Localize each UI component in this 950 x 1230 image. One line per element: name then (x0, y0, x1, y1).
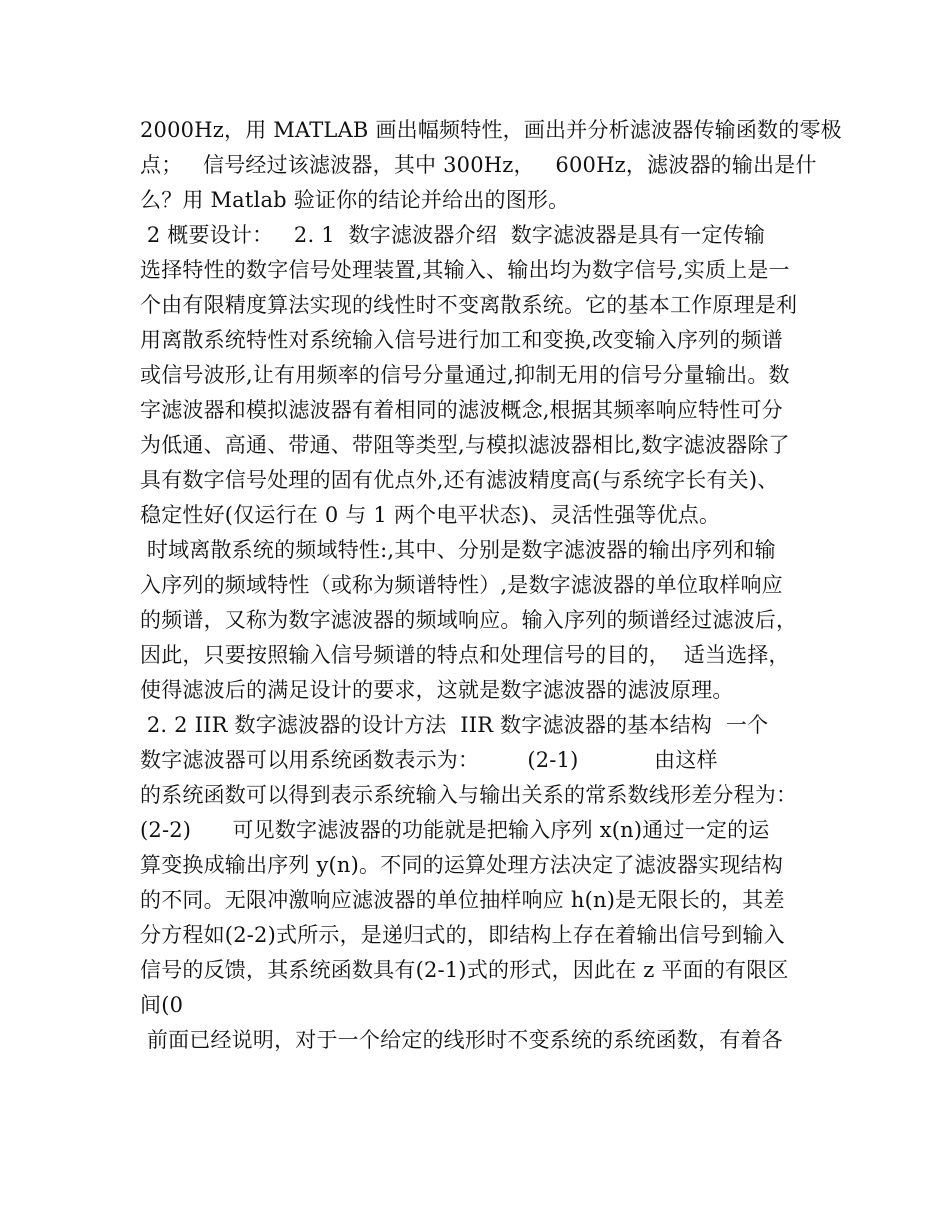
text-line: 2 概要设计： 2. 1 数字滤波器介绍 数字滤波器是具有一定传输 (140, 223, 766, 247)
text-line: 数字滤波器可以用系统函数表示为： (2-1) 由这样 (140, 748, 718, 772)
text-line: 的系统函数可以得到表示系统输入与输出关系的常系数线形差分程为： (140, 783, 798, 807)
text-line: 算变换成输出序列 y(n)。不同的运算处理方法决定了滤波器实现结构 (140, 853, 784, 877)
text-line: 分方程如(2-2)式所示，是递归式的，即结构上存在着输出信号到输入 (140, 923, 785, 947)
text-line: 稳定性好(仅运行在 0 与 1 两个电平状态)、灵活性强等优点。 (140, 503, 721, 527)
text-line: 2000Hz，用 MATLAB 画出幅频特性，画出并分析滤波器传输函数的零极 (140, 118, 842, 142)
text-line: 时域离散系统的频域特性:,其中、分别是数字滤波器的输出序列和输 (140, 538, 776, 562)
text-line: 具有数字信号处理的固有优点外,还有滤波精度高(与系统字长有关)、 (140, 468, 779, 492)
text-line: 因此，只要按照输入信号频谱的特点和处理信号的目的， 适当选择， (140, 643, 790, 667)
text-line: 信号的反馈，其系统函数具有(2-1)式的形式，因此在 z 平面的有限区 (140, 958, 789, 982)
text-line: 个由有限精度算法实现的线性时不变离散系统。它的基本工作原理是利 (140, 293, 798, 317)
text-line: 字滤波器和模拟滤波器有着相同的滤波概念,根据其频率响应特性可分 (140, 398, 783, 422)
text-line: 的频谱，又称为数字滤波器的频域响应。输入序列的频谱经过滤波后， (140, 608, 798, 632)
text-line: (2-2) 可见数字滤波器的功能就是把输入序列 x(n)通过一定的运 (140, 818, 770, 842)
text-line: 选择特性的数字信号处理装置,其输入、输出均为数字信号,实质上是一 (140, 258, 790, 282)
text-line: 入序列的频域特性（或称为频谱特性）,是数字滤波器的单位取样响应 (140, 573, 783, 597)
text-line: 2. 2 IIR 数字滤波器的设计方法 IIR 数字滤波器的基本结构 一个 (140, 713, 769, 737)
text-line: 前面已经说明，对于一个给定的线形时不变系统的系统函数，有着各 (140, 1028, 783, 1052)
text-line: 用离散系统特性对系统输入信号进行加工和变换,改变输入序列的频谱 (140, 328, 783, 352)
text-line: 为低通、高通、带通、带阻等类型,与模拟滤波器相比,数字滤波器除了 (140, 433, 790, 457)
text-line: 点； 信号经过该滤波器，其中 300Hz， 600Hz，滤波器的输出是什 (140, 153, 817, 177)
text-line: 或信号波形,让有用频率的信号分量通过,抑制无用的信号分量输出。数 (140, 363, 790, 387)
text-line: 间(0 (140, 993, 184, 1017)
text-line: 么？用 Matlab 验证你的结论并给出的图形。 (140, 188, 570, 212)
text-line: 使得滤波后的满足设计的要求，这就是数字滤波器的滤波原理。 (140, 678, 734, 702)
text-line: 的不同。无限冲激响应滤波器的单位抽样响应 h(n)是无限长的，其差 (140, 888, 785, 912)
